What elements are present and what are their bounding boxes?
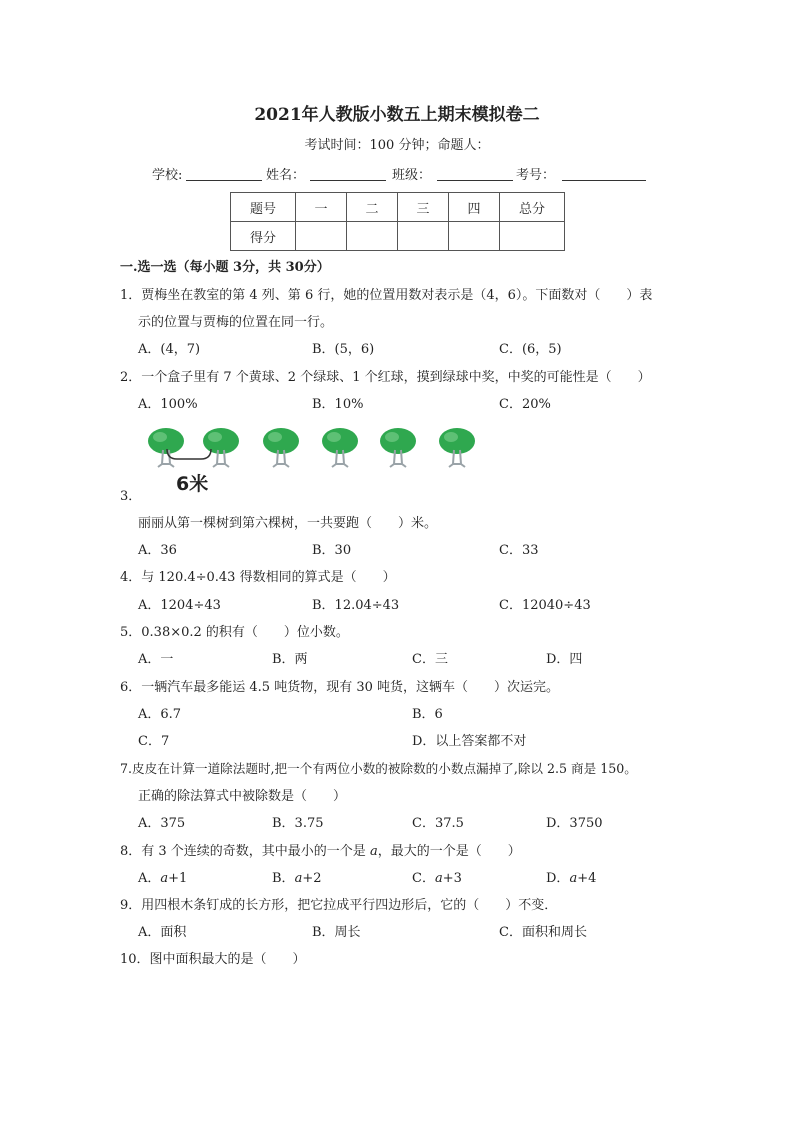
distance-bracket <box>165 449 213 465</box>
option-d[interactable]: D．3750 <box>546 816 603 831</box>
option-a[interactable]: A．1204÷43 <box>138 598 221 613</box>
score-column: 四 <box>449 193 500 222</box>
distance-label: 6米 <box>176 473 209 495</box>
score-cell[interactable] <box>347 222 398 251</box>
option-a[interactable]: A．375 <box>138 816 186 831</box>
option-a[interactable]: A．面积 <box>138 925 187 940</box>
tree-icon <box>320 426 360 468</box>
score-cell[interactable] <box>398 222 449 251</box>
question-3: 丽丽从第一棵树到第六棵树，一共要跑（ ）米。 <box>138 516 438 531</box>
tree-icon <box>261 426 301 468</box>
option-value: +2 <box>302 871 322 886</box>
exam-no-label: 考号： <box>516 168 556 183</box>
school-field[interactable] <box>186 180 262 181</box>
question-1-line1: 1．贾梅坐在教室的第 4 列、第 6 行，她的位置用数对表示是（4，6）。下面数对（ ）表 <box>120 288 653 303</box>
option-c[interactable]: C．37.5 <box>412 816 464 831</box>
option-b[interactable]: B．30 <box>312 543 352 558</box>
option-d[interactable]: D．以上答案都不对 <box>412 734 527 749</box>
option-c[interactable]: C．20% <box>499 397 551 412</box>
option-c[interactable]: C．面积和周长 <box>499 925 587 940</box>
option-b[interactable]: B．12.04÷43 <box>312 598 400 613</box>
score-table-score-row <box>231 222 565 251</box>
variable-a: a <box>434 871 443 886</box>
score-table <box>230 192 565 251</box>
option-letter: D． <box>546 871 570 886</box>
option-b[interactable] <box>272 867 322 886</box>
score-table-header-row <box>231 193 565 222</box>
question-5: 5．0.38×0.2 的积有（ ）位小数。 <box>120 625 349 640</box>
option-d[interactable] <box>546 867 596 886</box>
variable-a: a <box>369 844 378 859</box>
question-9: 9．用四根木条钉成的长方形，把它拉成平行四边形后，它的（ ）不变． <box>120 898 558 913</box>
score-column: 一 <box>296 193 347 222</box>
option-d[interactable]: D．四 <box>546 652 583 667</box>
class-label: 班级： <box>392 168 432 183</box>
question-8 <box>120 840 521 859</box>
score-column: 总分 <box>500 193 565 222</box>
class-field[interactable] <box>437 180 513 181</box>
option-a[interactable]: A．6.7 <box>138 707 182 722</box>
question-4: 4．与 120.4÷0.43 得数相同的算式是（ ） <box>120 570 396 585</box>
option-b[interactable]: B．两 <box>272 652 308 667</box>
variable-a: a <box>160 871 169 886</box>
option-b[interactable]: B．3.75 <box>272 816 324 831</box>
page-title: 2021年人教版小数五上期末模拟卷二 <box>254 105 540 125</box>
option-c[interactable]: C．12040÷43 <box>499 598 591 613</box>
variable-a: a <box>569 871 578 886</box>
option-c[interactable] <box>412 867 462 886</box>
option-letter: C． <box>412 871 435 886</box>
score-column: 三 <box>398 193 449 222</box>
name-label: 姓名： <box>266 168 306 183</box>
option-a[interactable]: A．一 <box>138 652 174 667</box>
option-letter: A． <box>138 871 161 886</box>
score-cell[interactable] <box>296 222 347 251</box>
option-c[interactable]: C．7 <box>138 734 170 749</box>
tree-icon <box>437 426 477 468</box>
tree-icon <box>378 426 418 468</box>
section-title: 一.选一选（每小题 3分，共 30分） <box>120 260 330 275</box>
question-7-line1: 7.皮皮在计算一道除法题时,把一个有两位小数的被除数的小数点漏掉了,除以 2.5 商是 150。 <box>120 761 637 776</box>
exam-no-field[interactable] <box>562 180 646 181</box>
exam-info: 考试时间：100 分钟；命题人： <box>304 138 490 153</box>
option-a[interactable]: A．(4，7) <box>138 342 201 357</box>
option-a[interactable]: A．36 <box>138 543 177 558</box>
question-3-number: 3． <box>120 489 142 504</box>
option-b[interactable]: B．周长 <box>312 925 361 940</box>
option-a[interactable]: A．100% <box>138 397 198 412</box>
question-6: 6．一辆汽车最多能运 4.5 吨货物，现有 30 吨货，这辆车（ ）次运完。 <box>120 680 560 695</box>
option-a[interactable] <box>138 867 187 886</box>
name-field[interactable] <box>310 180 386 181</box>
option-b[interactable]: B．10% <box>312 397 364 412</box>
option-value: +1 <box>168 871 188 886</box>
question-7-line2: 正确的除法算式中被除数是（ ） <box>138 789 347 804</box>
score-column: 二 <box>347 193 398 222</box>
option-c[interactable]: C．(6，5) <box>499 342 562 357</box>
option-c[interactable]: C．33 <box>499 543 539 558</box>
question-8-text: 8．有 3 个连续的奇数，其中最小的一个是 <box>120 844 370 859</box>
question-2: 2．一个盒子里有 7 个黄球、2 个绿球、1 个红球，摸到绿球中奖，中奖的可能性是（ ） <box>120 370 651 385</box>
option-c[interactable]: C．三 <box>412 652 448 667</box>
option-b[interactable]: B．(5，6) <box>312 342 375 357</box>
option-b[interactable]: B．6 <box>412 707 443 722</box>
variable-a: a <box>294 871 303 886</box>
score-row-label: 得分 <box>231 222 296 251</box>
score-cell[interactable] <box>500 222 565 251</box>
option-letter: B． <box>272 871 295 886</box>
score-header-label: 题号 <box>231 193 296 222</box>
question-10: 10．图中面积最大的是（ ） <box>120 952 306 967</box>
question-1-line2: 示的位置与贾梅的位置在同一行。 <box>138 315 334 330</box>
option-value: +4 <box>577 871 597 886</box>
score-cell[interactable] <box>449 222 500 251</box>
option-value: +3 <box>442 871 462 886</box>
school-label: 学校: <box>152 168 183 183</box>
question-8-text-end: ，最大的一个是（ ） <box>377 844 521 859</box>
